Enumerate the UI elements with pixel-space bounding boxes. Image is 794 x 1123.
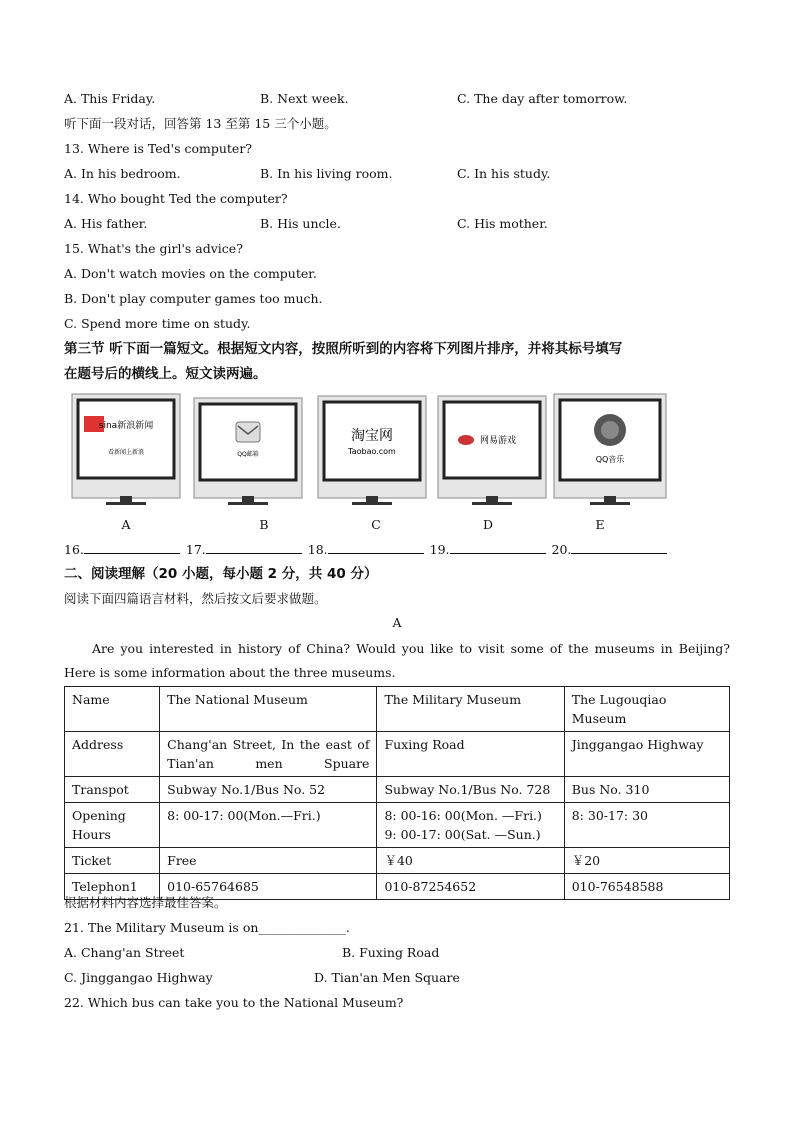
table-cell: Subway No.1/Bus No. 52: [160, 777, 377, 803]
table-header-cell: The Military Museum: [377, 687, 564, 732]
table-header-row: [65, 687, 730, 732]
answer-blank-18[interactable]: [328, 541, 424, 554]
blank-label-19: 19.: [429, 542, 450, 557]
table-cell: Ticket: [65, 848, 160, 874]
table-cell: 010-76548588: [564, 874, 729, 900]
table-cell: Chang'an Street, In the east of Tian'an men Spuare: [160, 732, 377, 777]
picture-e-screen-text: QQ音乐: [595, 455, 625, 464]
choose-instruction: 根据材料内容选择最佳答案。: [64, 895, 227, 910]
monitor-b-icon: [192, 392, 304, 510]
table-cell: 8: 00-16: 00(Mon. —Fri.) 9: 00-17: 00(Sat. —Sun.): [377, 803, 564, 848]
q21-option-b: B. Fuxing Road: [342, 945, 440, 960]
table-cell: Jinggangao Highway: [564, 732, 729, 777]
table-cell: Fuxing Road: [377, 732, 564, 777]
q22-question: 22. Which bus can take you to the National Museum?: [64, 995, 404, 1010]
part2-title: 二、阅读理解（20 小题，每小题 2 分，共 40 分）: [64, 566, 378, 582]
picture-label-a: A: [121, 517, 131, 532]
q14-option-a: A. His father.: [64, 216, 148, 231]
picture-a-screen-sub: 看新闻上新浪: [107, 449, 145, 456]
q15-option-c: C. Spend more time on study.: [64, 316, 251, 331]
table-cell: 010-87254652: [377, 874, 564, 900]
table-cell: Subway No.1/Bus No. 728: [377, 777, 564, 803]
picture-e: [552, 392, 670, 510]
q21-option-d: D. Tian'an Men Square: [314, 970, 460, 985]
q12-option-c: C. The day after tomorrow.: [457, 91, 628, 106]
q21-option-a: A. Chang'an Street: [64, 945, 185, 960]
table-row: [65, 803, 730, 848]
monitor-d-icon: [436, 392, 548, 510]
table-row: [65, 777, 730, 803]
table-cell: 8: 00-17: 00(Mon.—Fri.): [160, 803, 377, 848]
picture-label-e: E: [595, 517, 605, 532]
table-cell: Free: [160, 848, 377, 874]
table-cell: ￥20: [564, 848, 729, 874]
answer-blanks: [64, 541, 669, 557]
picture-c-screen-text: 淘宝网: [351, 428, 393, 444]
blank-label-16: 16.: [64, 542, 84, 557]
picture-c: [316, 392, 428, 510]
answer-blank-16[interactable]: [84, 541, 180, 554]
table-cell: Address: [65, 732, 160, 777]
q14-question: 14. Who bought Ted the computer?: [64, 191, 288, 206]
blank-label-18: 18.: [307, 542, 328, 557]
table-cell: 8: 30-17: 30: [564, 803, 729, 848]
answer-blank-17[interactable]: [206, 541, 302, 554]
table-cell: 010-65764685: [160, 874, 377, 900]
table-header-cell: The National Museum: [160, 687, 377, 732]
q13-question: 13. Where is Ted's computer?: [64, 141, 253, 156]
q15-option-a: A. Don't watch movies on the computer.: [64, 266, 317, 281]
picture-a-screen-text: sina新浪新闻: [98, 421, 154, 431]
passage-label: A: [392, 615, 402, 630]
blank-label-20: 20.: [551, 542, 572, 557]
dialogue-instruction: 听下面一段对话，回答第 13 至第 15 三个小题。: [64, 116, 337, 131]
monitor-e-icon: [552, 392, 670, 510]
table-row: [65, 848, 730, 874]
monitor-c-icon: [316, 392, 428, 510]
table-row: [65, 732, 730, 777]
table-cell: ￥40: [377, 848, 564, 874]
q13-option-b: B. In his living room.: [260, 166, 393, 181]
picture-label-b: B: [259, 517, 269, 532]
answer-blank-19[interactable]: [450, 541, 546, 554]
part2-instruction: 阅读下面四篇语言材料，然后按文后要求做题。: [64, 591, 327, 606]
picture-b-screen-text: QQ邮箱: [237, 451, 259, 458]
section3-line1: 第三节 听下面一篇短文。根据短文内容，按照所听到的内容将下列图片排序，并将其标号填写: [64, 341, 623, 357]
table-cell: Opening Hours: [65, 803, 160, 848]
table-cell: Telephon1: [65, 874, 160, 900]
passage-intro: Are you interested in history of China? Would you like to visit some of the museums in Beijing? Here is some information about the three museums.: [64, 641, 730, 680]
picture-c-screen-sub: Taobao.com: [348, 447, 396, 456]
picture-b: [192, 392, 304, 510]
q15-option-b: B. Don't play computer games too much.: [64, 291, 323, 306]
q13-option-a: A. In his bedroom.: [64, 166, 181, 181]
q21-option-c: C. Jinggangao Highway: [64, 970, 213, 985]
table-header-cell: Name: [65, 687, 160, 732]
q15-question: 15. What's the girl's advice?: [64, 241, 243, 256]
table-cell: Bus No. 310: [564, 777, 729, 803]
table-header-cell: The Lugouqiao Museum: [564, 687, 729, 732]
picture-d-screen-text: 网易游戏: [479, 436, 517, 446]
q13-option-c: C. In his study.: [457, 166, 551, 181]
section3-line2: 在题号后的横线上。短文读两遍。: [64, 366, 267, 382]
blank-label-17: 17.: [185, 542, 206, 557]
picture-d: [436, 392, 548, 510]
q12-option-a: A. This Friday.: [64, 91, 156, 106]
picture-label-c: C: [371, 517, 381, 532]
table-cell: Transpot: [65, 777, 160, 803]
q14-option-b: B. His uncle.: [260, 216, 341, 231]
q14-option-c: C. His mother.: [457, 216, 548, 231]
q21-question: 21. The Military Museum is on______________.: [64, 920, 350, 935]
picture-label-d: D: [482, 517, 494, 532]
picture-a: [70, 392, 182, 510]
q12-option-b: B. Next week.: [260, 91, 349, 106]
answer-blank-20[interactable]: [571, 541, 667, 554]
museum-table: [64, 686, 730, 900]
monitor-a-icon: [70, 392, 182, 510]
